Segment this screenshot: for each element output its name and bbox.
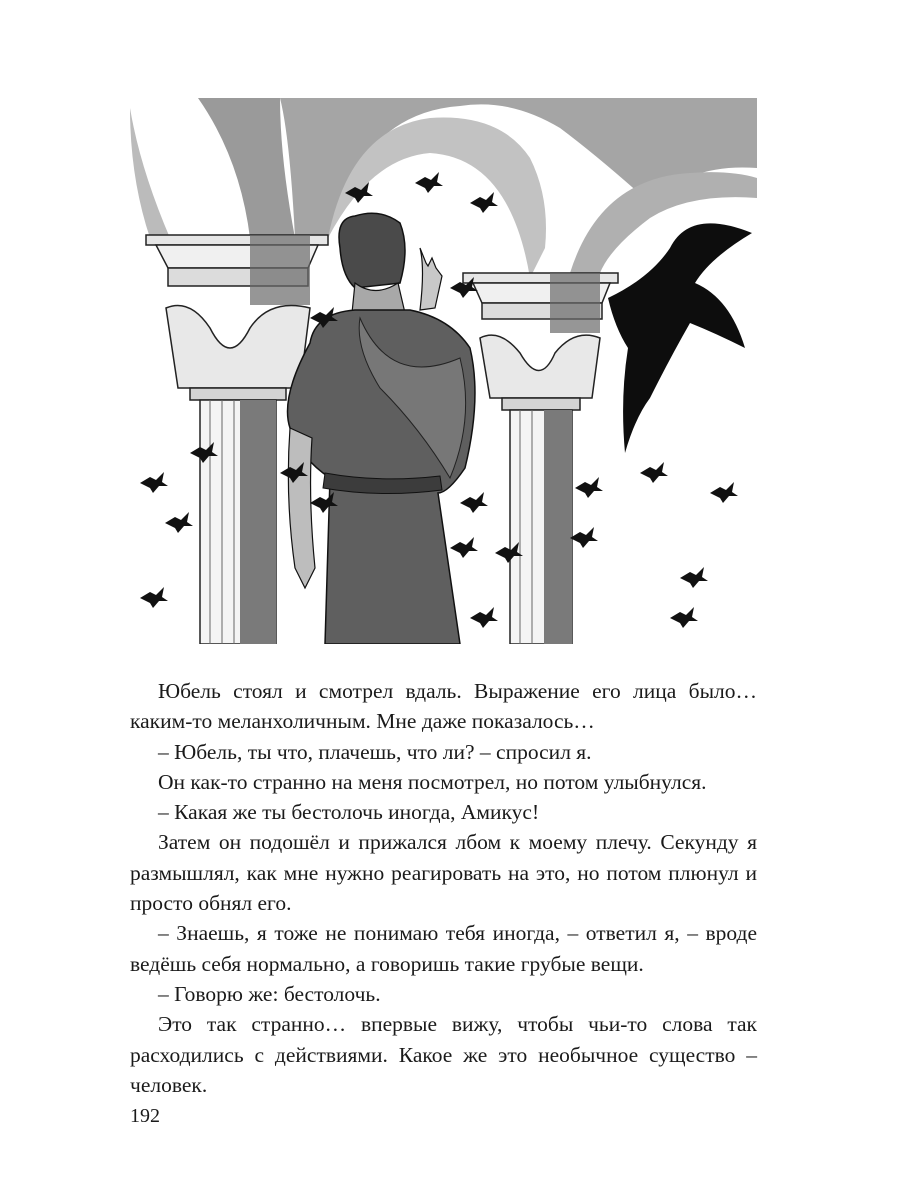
paragraph: Он как-то странно на меня посмотрел, но потом улыбнулся. bbox=[158, 769, 707, 794]
paragraph: – Знаешь, я тоже не понимаю тебя иногда, – ответил я, – вроде ведёшь себя нормально, а говоришь такие грубые вещи. bbox=[130, 921, 757, 976]
illustration-youth-among-columns-with-crows bbox=[130, 98, 757, 644]
paragraph: Юбель стоял и смотрел вдаль. Выражение его лица было… каким-то меланхоличным. Мне даже показалось… bbox=[130, 679, 757, 734]
paragraph: – Какая же ты бестолочь иногда, Амикус! bbox=[158, 800, 540, 825]
page-number: 192 bbox=[130, 1105, 160, 1127]
paragraph: Это так странно… впервые вижу, чтобы чьи-то слова так расходились с действиями. Какое же это необычное существо – человек. bbox=[130, 1012, 757, 1097]
illustration bbox=[130, 98, 757, 644]
body-text bbox=[130, 676, 757, 1100]
paragraph: – Юбель, ты что, плачешь, что ли? – спросил я. bbox=[158, 739, 592, 764]
paragraph: – Говорю же: бестолочь. bbox=[158, 981, 381, 1006]
paragraph: Затем он подошёл и прижался лбом к моему плечу. Секунду я размышлял, как мне нужно реагировать на это, но потом плюнул и просто обнял его. bbox=[130, 830, 757, 916]
